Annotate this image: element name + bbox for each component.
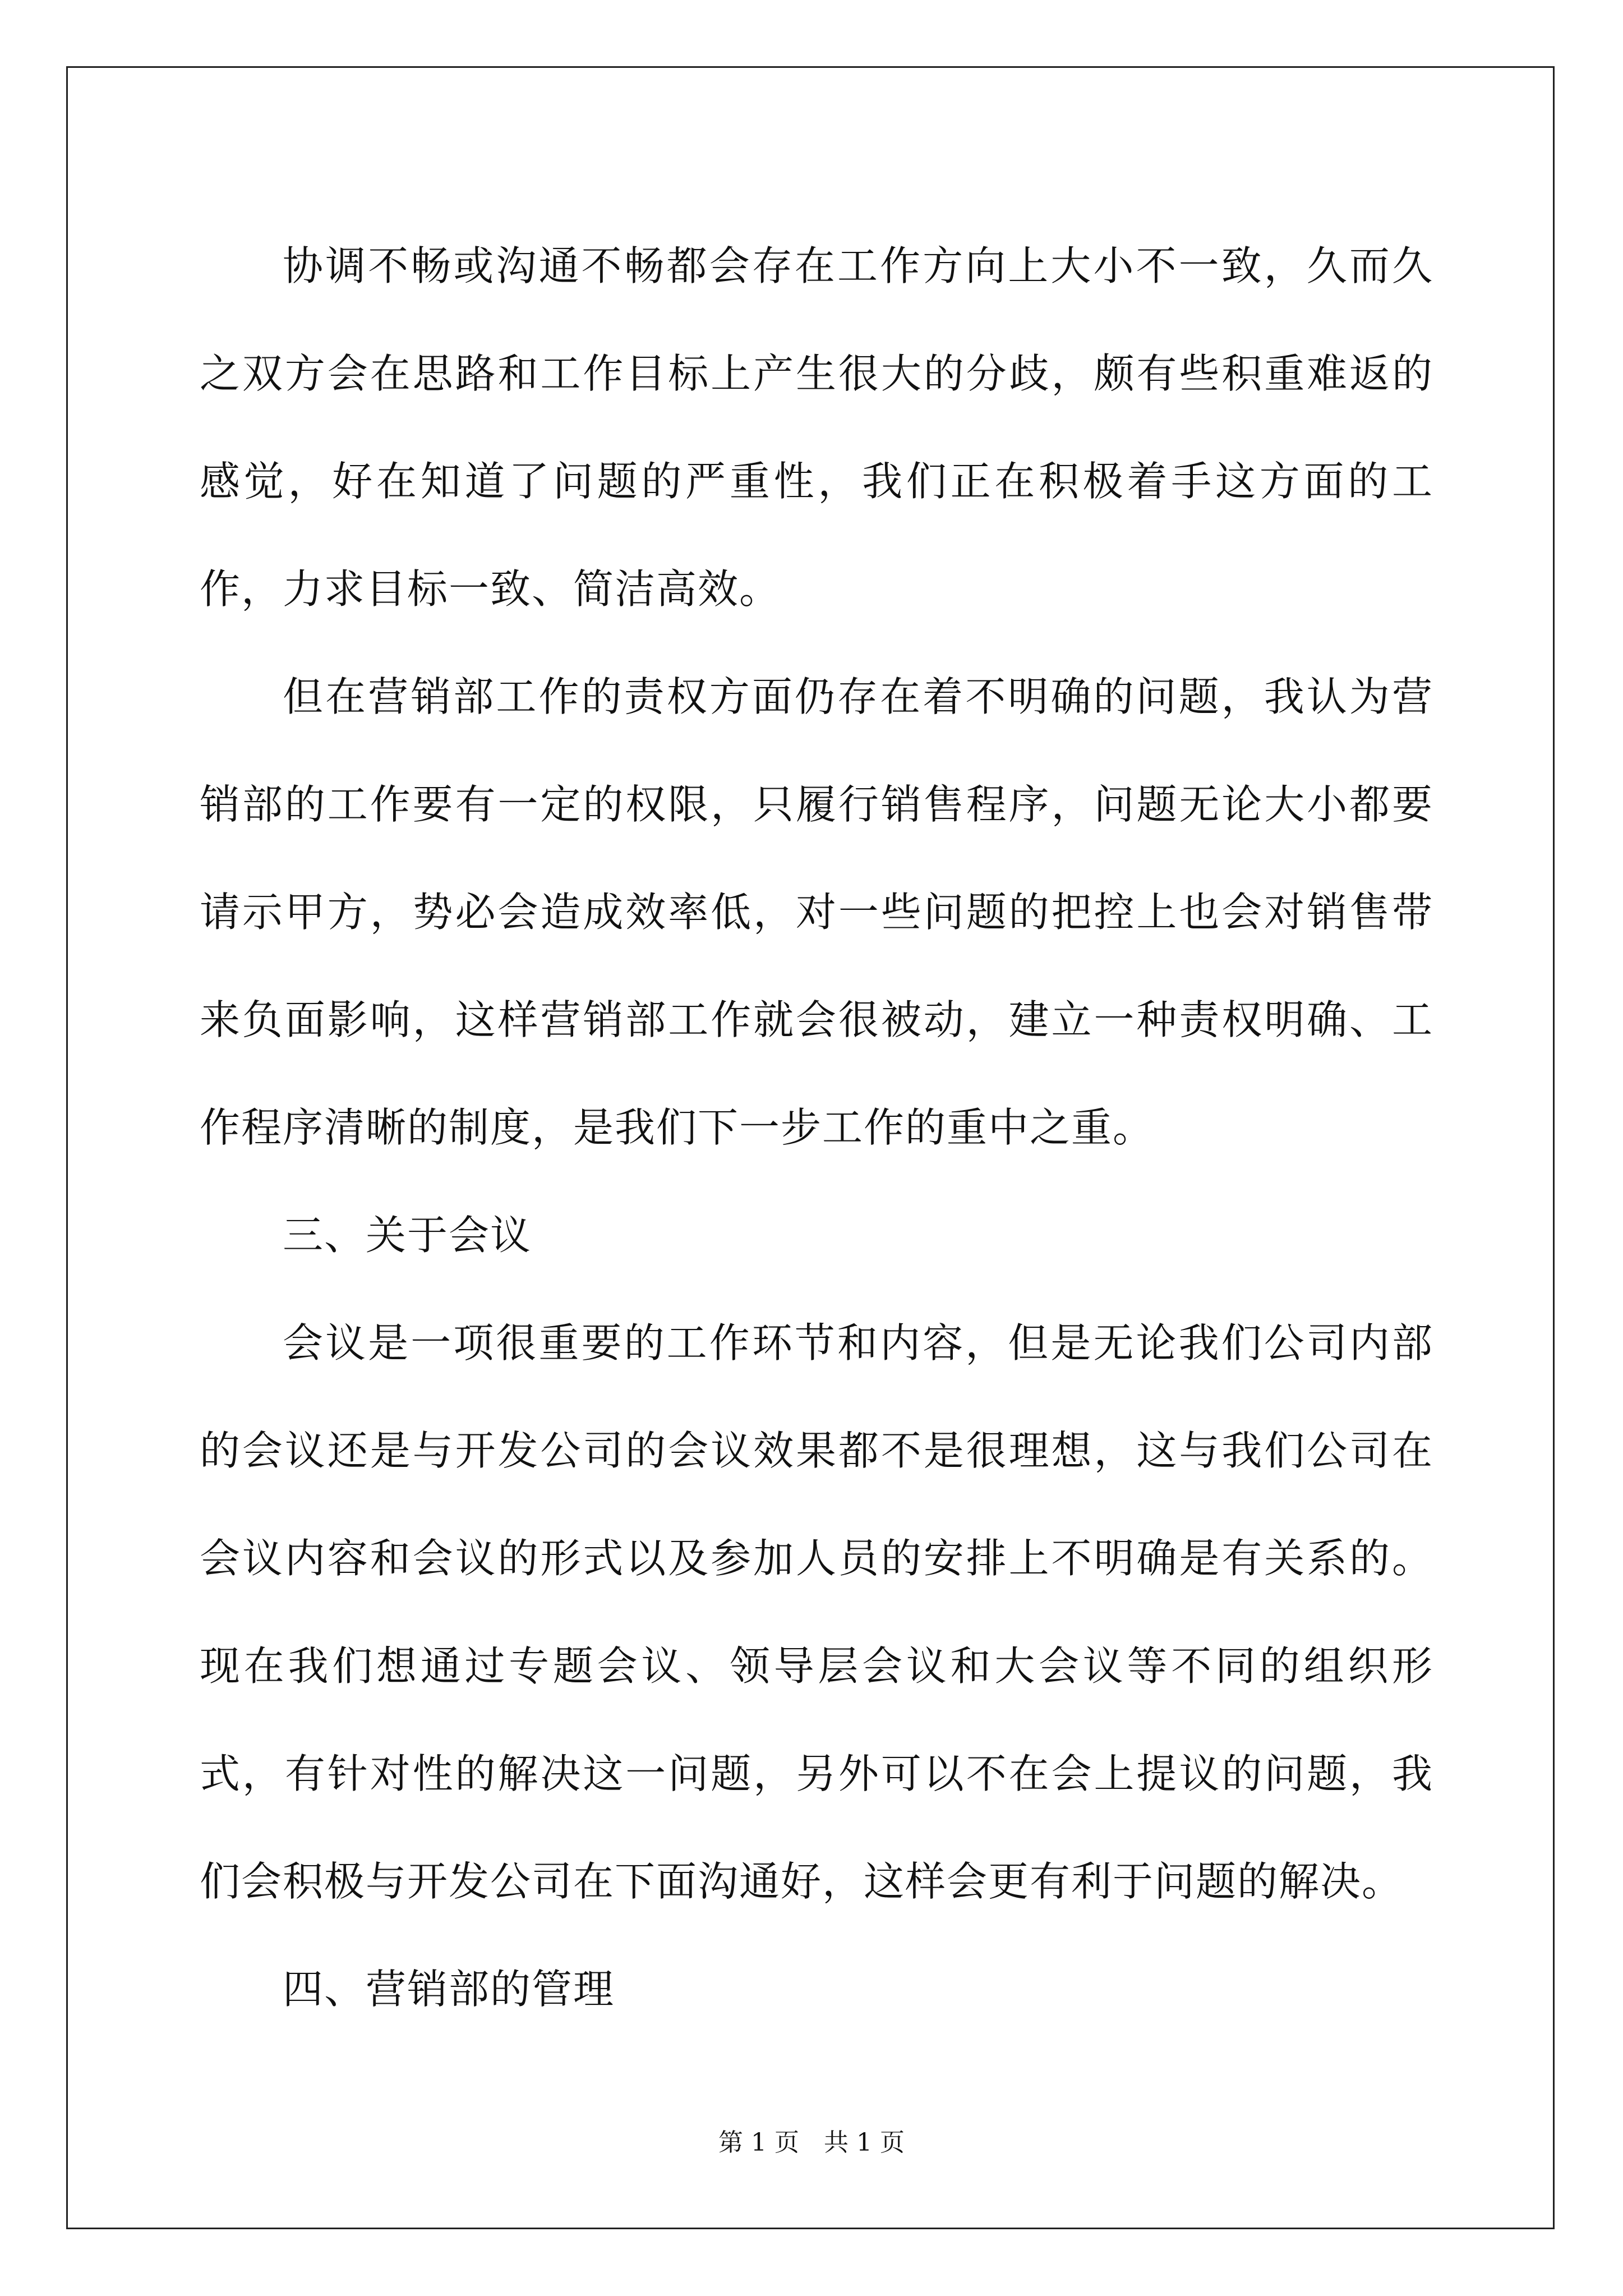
page-footer: 第 1 页 共 1 页 bbox=[718, 2128, 905, 2157]
paragraph-coordination: 协调不畅或沟通不畅都会存在工作方向上大小不一致，久而久之双方会在思路和工作目标上产生很大的分歧，颇有些积重难返的感觉，好在知道了问题的严重性，我们正在积极着手这方面的工作，力求目标一致、简洁高效。 bbox=[200, 242, 1433, 613]
paragraph-meetings: 会议是一项很重要的工作环节和内容，但是无论我们公司内部的会议还是与开发公司的会议效果都不是很理想，这与我们公司在会议内容和会议的形式以及参加人员的安排上不明确是有关系的。现在我们想通过专题会议、领导层会议和大会议等不同的组织形式，有针对性的解决这一问题，另外可以不在会上提议的问题，我们会积极与开发公司在下面沟通好，这样会更有利于问题的解决。 bbox=[200, 1319, 1433, 1905]
section-heading-meetings: 三、关于会议 bbox=[283, 1212, 532, 1259]
paragraph-responsibility: 但在营销部工作的责权方面仍存在着不明确的问题，我认为营销部的工作要有一定的权限，只履行销售程序，问题无论大小都要请示甲方，势必会造成效率低，对一些问题的把控上也会对销售带来负面影响，这样营销部工作就会很被动，建立一种责权明确、工作程序清晰的制度，是我们下一步工作的重中之重。 bbox=[200, 673, 1433, 1151]
document-body bbox=[200, 212, 1433, 2043]
section-heading-management: 四、营销部的管理 bbox=[283, 1966, 615, 2013]
